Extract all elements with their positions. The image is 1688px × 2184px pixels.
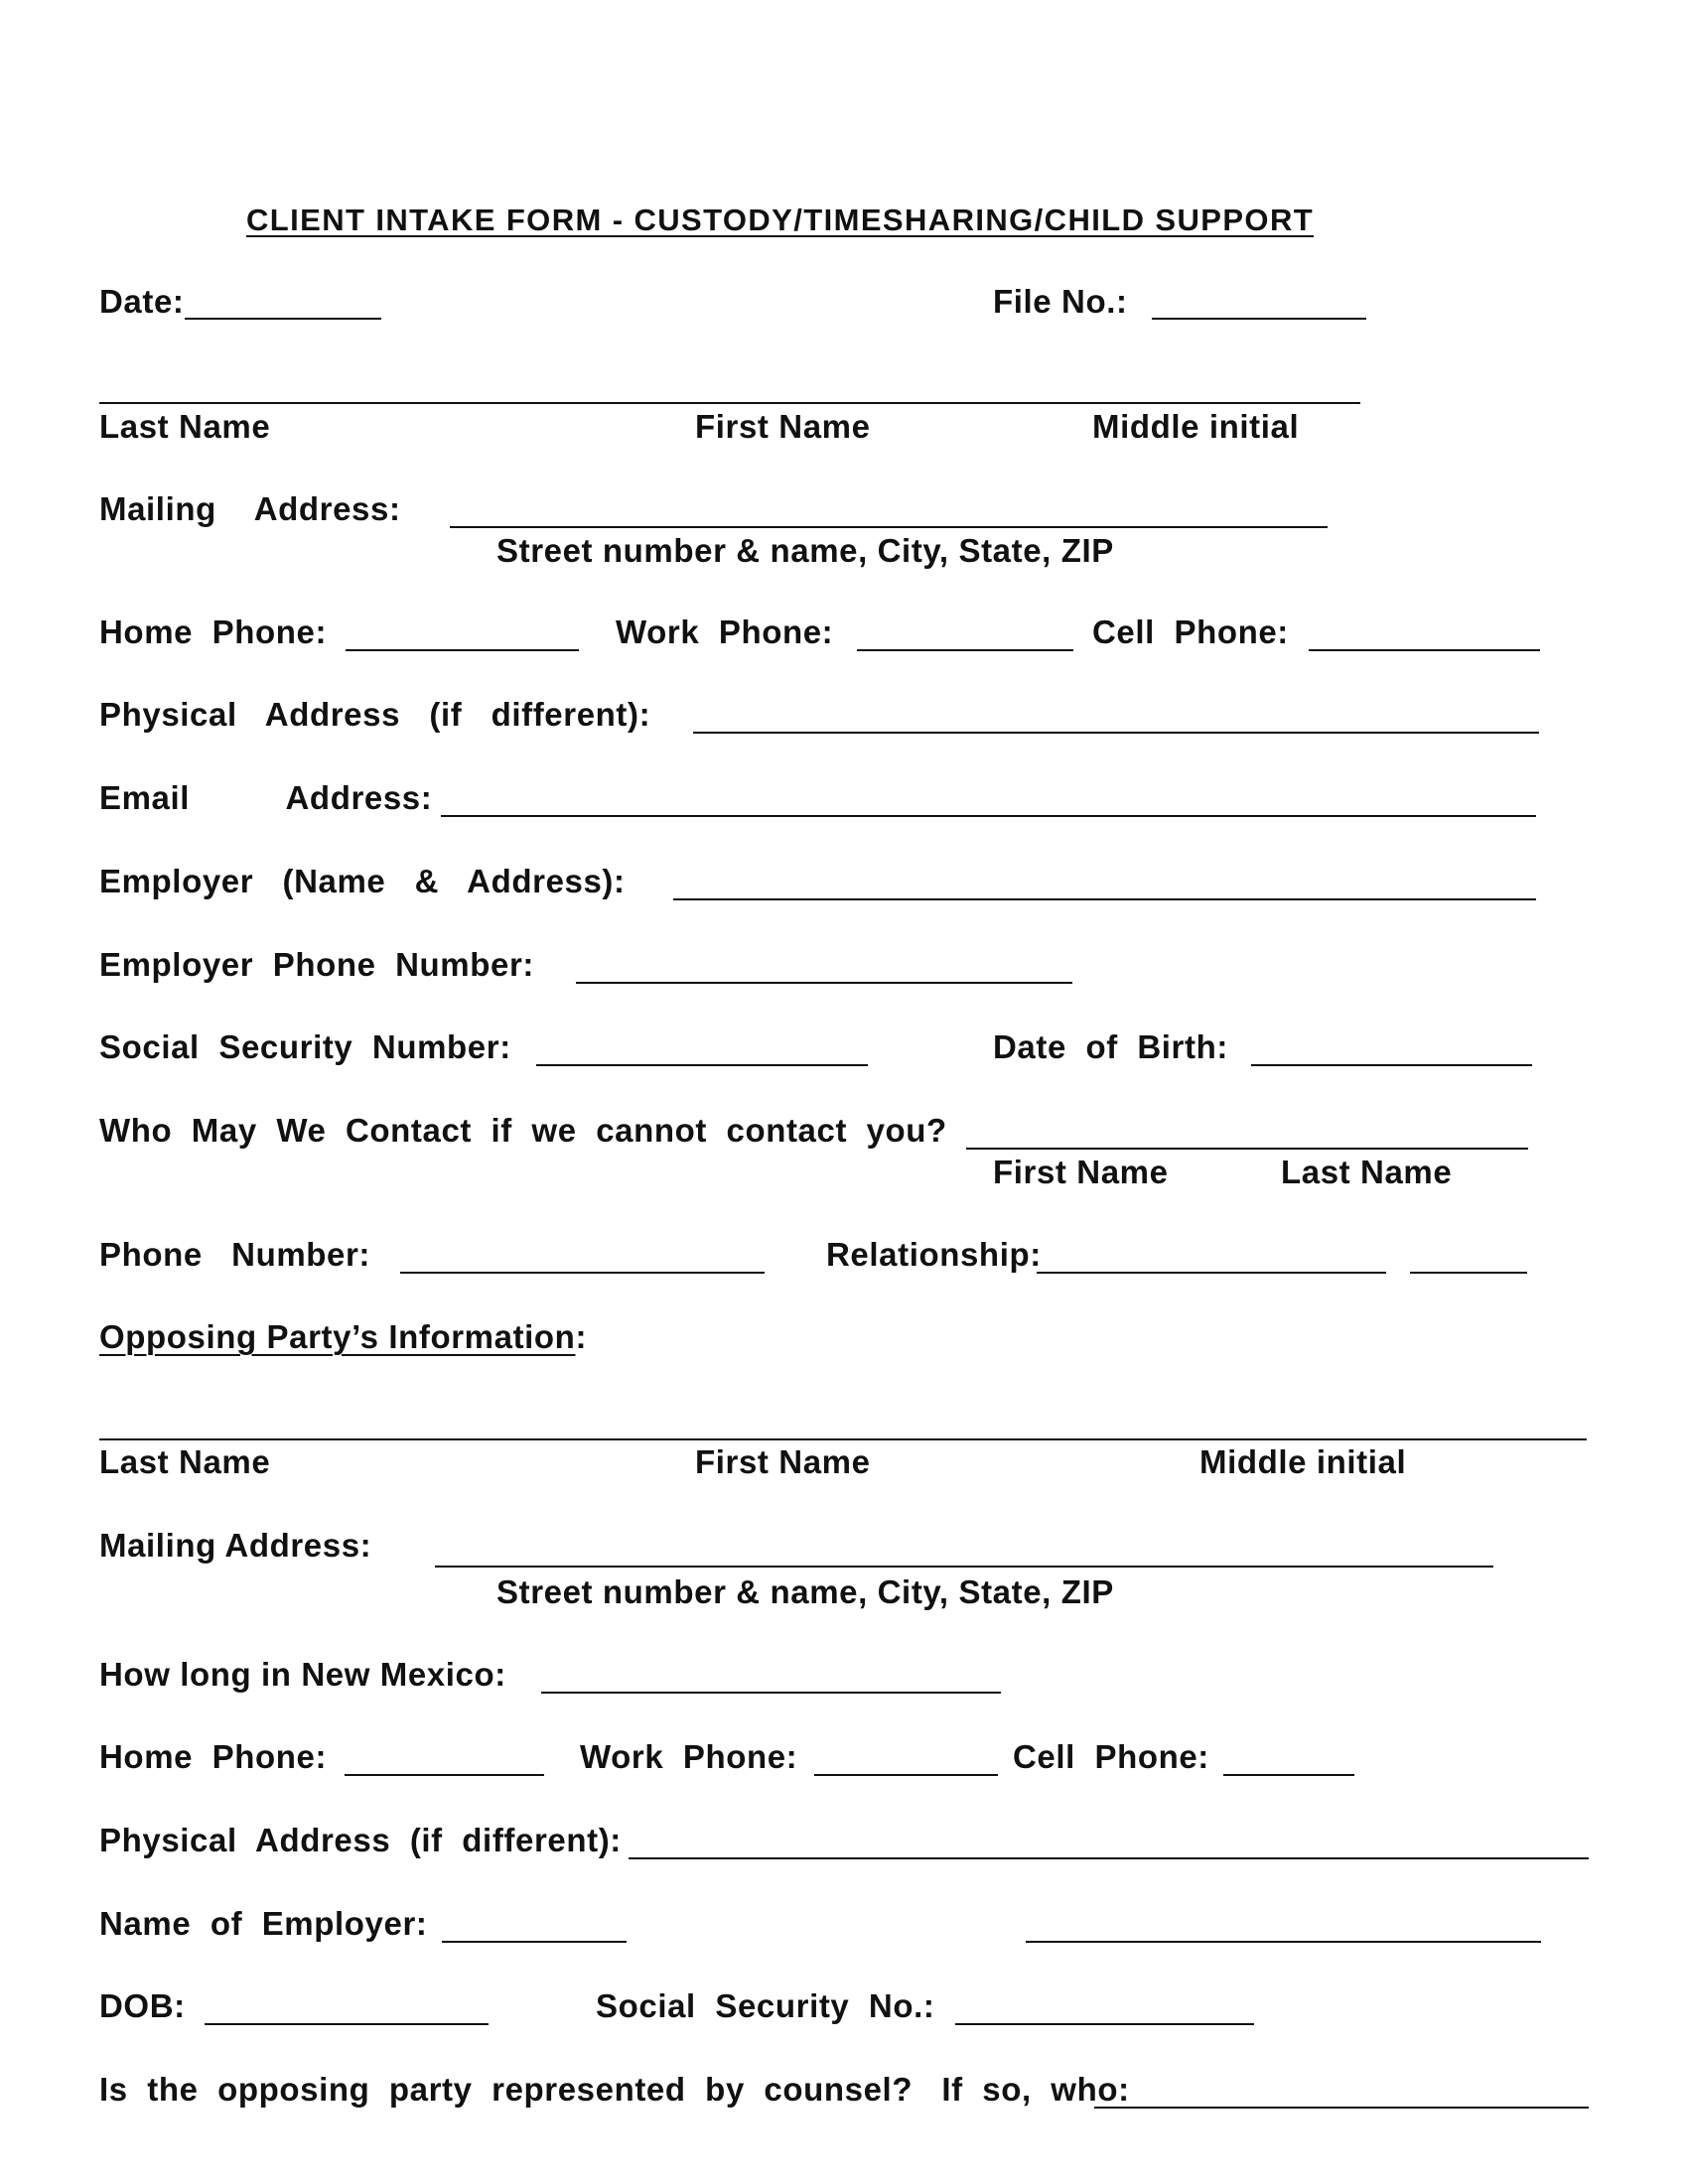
client-physical-address-label: Physical Address (if different):	[99, 696, 651, 733]
client-physical-address-field[interactable]	[693, 732, 1539, 734]
opposing-cell-phone-field[interactable]	[1223, 1774, 1354, 1776]
opposing-mailing-address-label: Mailing Address:	[99, 1527, 372, 1564]
opposing-ssn-label: Social Security No.:	[596, 1987, 935, 2024]
client-dob-label: Date of Birth:	[993, 1028, 1228, 1065]
opposing-dob-label: DOB:	[99, 1987, 186, 2024]
opposing-mailing-address-field[interactable]	[435, 1566, 1493, 1568]
client-mailing-address-label: Mailing Address:	[99, 490, 401, 527]
how-long-field[interactable]	[541, 1692, 1001, 1694]
client-employer-field[interactable]	[673, 898, 1536, 900]
client-mailing-address-field[interactable]	[450, 526, 1328, 528]
client-dob-field[interactable]	[1251, 1064, 1532, 1066]
client-employer-phone-field[interactable]	[576, 982, 1072, 984]
file-no-field[interactable]	[1152, 318, 1366, 320]
client-work-phone-field[interactable]	[857, 649, 1073, 651]
opposing-cell-phone-label: Cell Phone:	[1013, 1738, 1209, 1775]
opposing-first-name-label: First Name	[695, 1443, 871, 1480]
opposing-home-phone-label: Home Phone:	[99, 1738, 328, 1775]
client-home-phone-label: Home Phone:	[99, 614, 328, 650]
client-home-phone-field[interactable]	[346, 649, 579, 651]
opposing-employer-label: Name of Employer:	[99, 1905, 428, 1942]
opposing-dob-field[interactable]	[205, 2023, 489, 2025]
opposing-last-name-label: Last Name	[99, 1443, 271, 1480]
client-middle-initial-label: Middle initial	[1092, 408, 1300, 445]
client-employer-label: Employer (Name & Address):	[99, 863, 626, 899]
counsel-field[interactable]	[1094, 2107, 1589, 2109]
client-cell-phone-label: Cell Phone:	[1092, 614, 1289, 650]
client-mailing-address-hint: Street number & name, City, State, ZIP	[496, 532, 1114, 569]
file-no-label: File No.:	[993, 283, 1128, 320]
opposing-home-phone-field[interactable]	[345, 1774, 544, 1776]
client-first-name-label: First Name	[695, 408, 871, 445]
opposing-section-heading	[99, 1317, 587, 1357]
date-field[interactable]	[185, 318, 381, 320]
contact-last-name-label: Last Name	[1281, 1154, 1453, 1190]
contact-first-name-label: First Name	[993, 1154, 1169, 1190]
contact-phone-label: Phone Number:	[99, 1236, 371, 1273]
counsel-question-label: Is the opposing party represented by counsel? If so, who:	[99, 2071, 1130, 2108]
how-long-label: How long in New Mexico:	[99, 1656, 506, 1693]
opposing-work-phone-label: Work Phone:	[580, 1738, 798, 1775]
client-last-name-label: Last Name	[99, 408, 271, 445]
opposing-employer-extra-field[interactable]	[1026, 1941, 1541, 1943]
opposing-ssn-field[interactable]	[955, 2023, 1254, 2025]
opposing-employer-field[interactable]	[442, 1941, 627, 1943]
contact-question-label: Who May We Contact if we cannot contact you?	[99, 1112, 947, 1149]
contact-extra-field[interactable]	[1410, 1272, 1527, 1274]
client-name-field[interactable]	[99, 402, 1360, 404]
client-email-field[interactable]	[441, 815, 1536, 817]
client-cell-phone-field[interactable]	[1309, 649, 1540, 651]
contact-phone-field[interactable]	[400, 1272, 765, 1274]
client-ssn-field[interactable]	[536, 1064, 868, 1066]
opposing-work-phone-field[interactable]	[814, 1774, 998, 1776]
contact-relationship-label: Relationship:	[826, 1236, 1042, 1273]
opposing-middle-initial-label: Middle initial	[1199, 1443, 1407, 1480]
opposing-heading-text: Opposing Party’s Information	[99, 1318, 576, 1355]
client-employer-phone-label: Employer Phone Number:	[99, 946, 534, 983]
contact-relationship-field[interactable]	[1037, 1272, 1386, 1274]
opposing-name-field[interactable]	[99, 1438, 1587, 1440]
date-label: Date:	[99, 283, 185, 320]
client-work-phone-label: Work Phone:	[616, 614, 834, 650]
opposing-heading-colon: :	[575, 1318, 588, 1355]
form-title: CLIENT INTAKE FORM - CUSTODY/TIMESHARING/CHILD SUPPORT	[246, 203, 1315, 237]
client-ssn-label: Social Security Number:	[99, 1028, 511, 1065]
opposing-mailing-address-hint: Street number & name, City, State, ZIP	[496, 1573, 1114, 1610]
opposing-physical-address-label: Physical Address (if different):	[99, 1822, 622, 1858]
client-email-label: Email Address:	[99, 779, 433, 816]
opposing-physical-address-field[interactable]	[629, 1857, 1589, 1859]
contact-name-field[interactable]	[966, 1148, 1528, 1150]
